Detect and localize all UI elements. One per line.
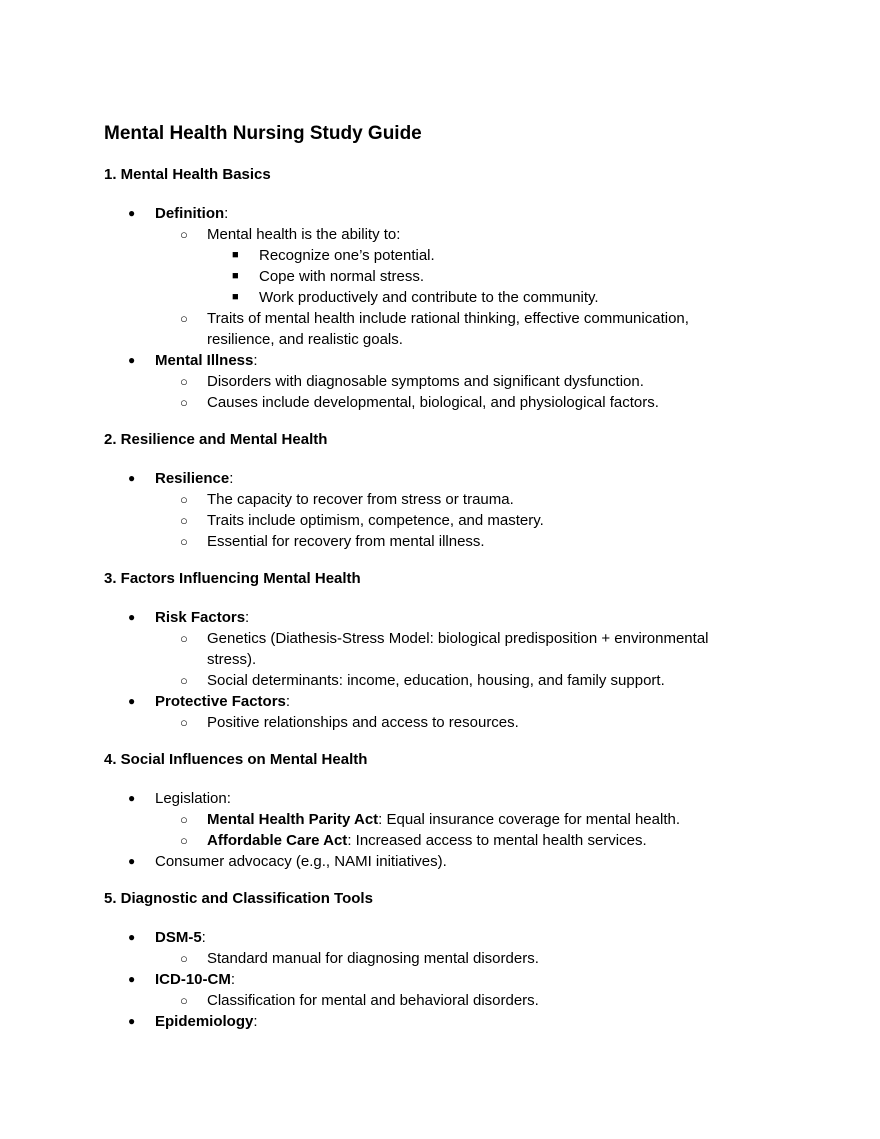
list-item-continuation: stress). [207,651,257,668]
term-definition: Definition [155,205,225,222]
list-item: ■ Cope with normal stress. [259,266,424,287]
list-item: ○ Traits include optimism, competence, and mastery. [207,510,544,531]
list-item: ○ Positive relationships and access to resources. [207,712,519,733]
term-epidemiology: Epidemiology [155,1013,254,1030]
list-item: ● Epidemiology: [155,1011,258,1032]
affordable-care-act-text: : Increased access to mental health services. [347,832,647,849]
list-item: ○ Traits of mental health include rational thinking, effective communication, [207,308,689,329]
term-dsm5: DSM-5 [155,929,202,946]
section-heading-social-influences: 4. Social Influences on Mental Health [104,751,368,768]
list-item [207,830,647,851]
list-item: ○ Causes include developmental, biological, and physiological factors. [207,392,659,413]
term-icd10cm: ICD-10-CM [155,971,231,988]
list-item-continuation: resilience, and realistic goals. [207,331,403,348]
list-item: ○ Mental health is the ability to: [207,224,400,245]
section-heading-resilience: 2. Resilience and Mental Health [104,431,328,448]
list-item: ○ Classification for mental and behavioral disorders. [207,990,539,1011]
list-item: ○ Essential for recovery from mental illness. [207,531,485,552]
list-item: ○ Genetics (Diathesis-Stress Model: biological predisposition + environmental [207,628,709,649]
section-heading-factors: 3. Factors Influencing Mental Health [104,570,361,587]
term-mental-illness: Mental Illness [155,352,254,369]
parity-act-text: : Equal insurance coverage for mental health. [378,811,681,828]
term-affordable-care-act: Affordable Care Act [207,832,348,849]
list-item [207,809,680,830]
list-item: ○ Standard manual for diagnosing mental disorders. [207,948,539,969]
list-item: ● Legislation: [155,788,231,809]
list-item: ● Consumer advocacy (e.g., NAMI initiatives). [155,851,447,872]
list-item: ■ Work productively and contribute to the community. [259,287,599,308]
document-title: Mental Health Nursing Study Guide [104,123,422,144]
list-item: ● ICD-10-CM: [155,969,235,990]
list-item: ● Resilience: [155,468,233,489]
list-item: ● Mental Illness: [155,350,258,371]
list-item: ■ Recognize one’s potential. [259,245,435,266]
section-heading-diagnostic-tools: 5. Diagnostic and Classification Tools [104,890,373,907]
list-item: ● DSM-5: [155,927,206,948]
term-protective-factors: Protective Factors [155,693,286,710]
list-item: ○ Social determinants: income, education, housing, and family support. [207,670,665,691]
term-parity-act: Mental Health Parity Act [207,811,379,828]
term-resilience: Resilience [155,470,230,487]
list-item: ● Risk Factors: [155,607,249,628]
section-heading-mental-health-basics: 1. Mental Health Basics [104,166,271,183]
list-item: ○ Disorders with diagnosable symptoms and significant dysfunction. [207,371,644,392]
list-item: ● Definition: [155,203,228,224]
list-item: ● Protective Factors: [155,691,290,712]
list-item: ○ The capacity to recover from stress or trauma. [207,489,514,510]
term-risk-factors: Risk Factors [155,609,246,626]
